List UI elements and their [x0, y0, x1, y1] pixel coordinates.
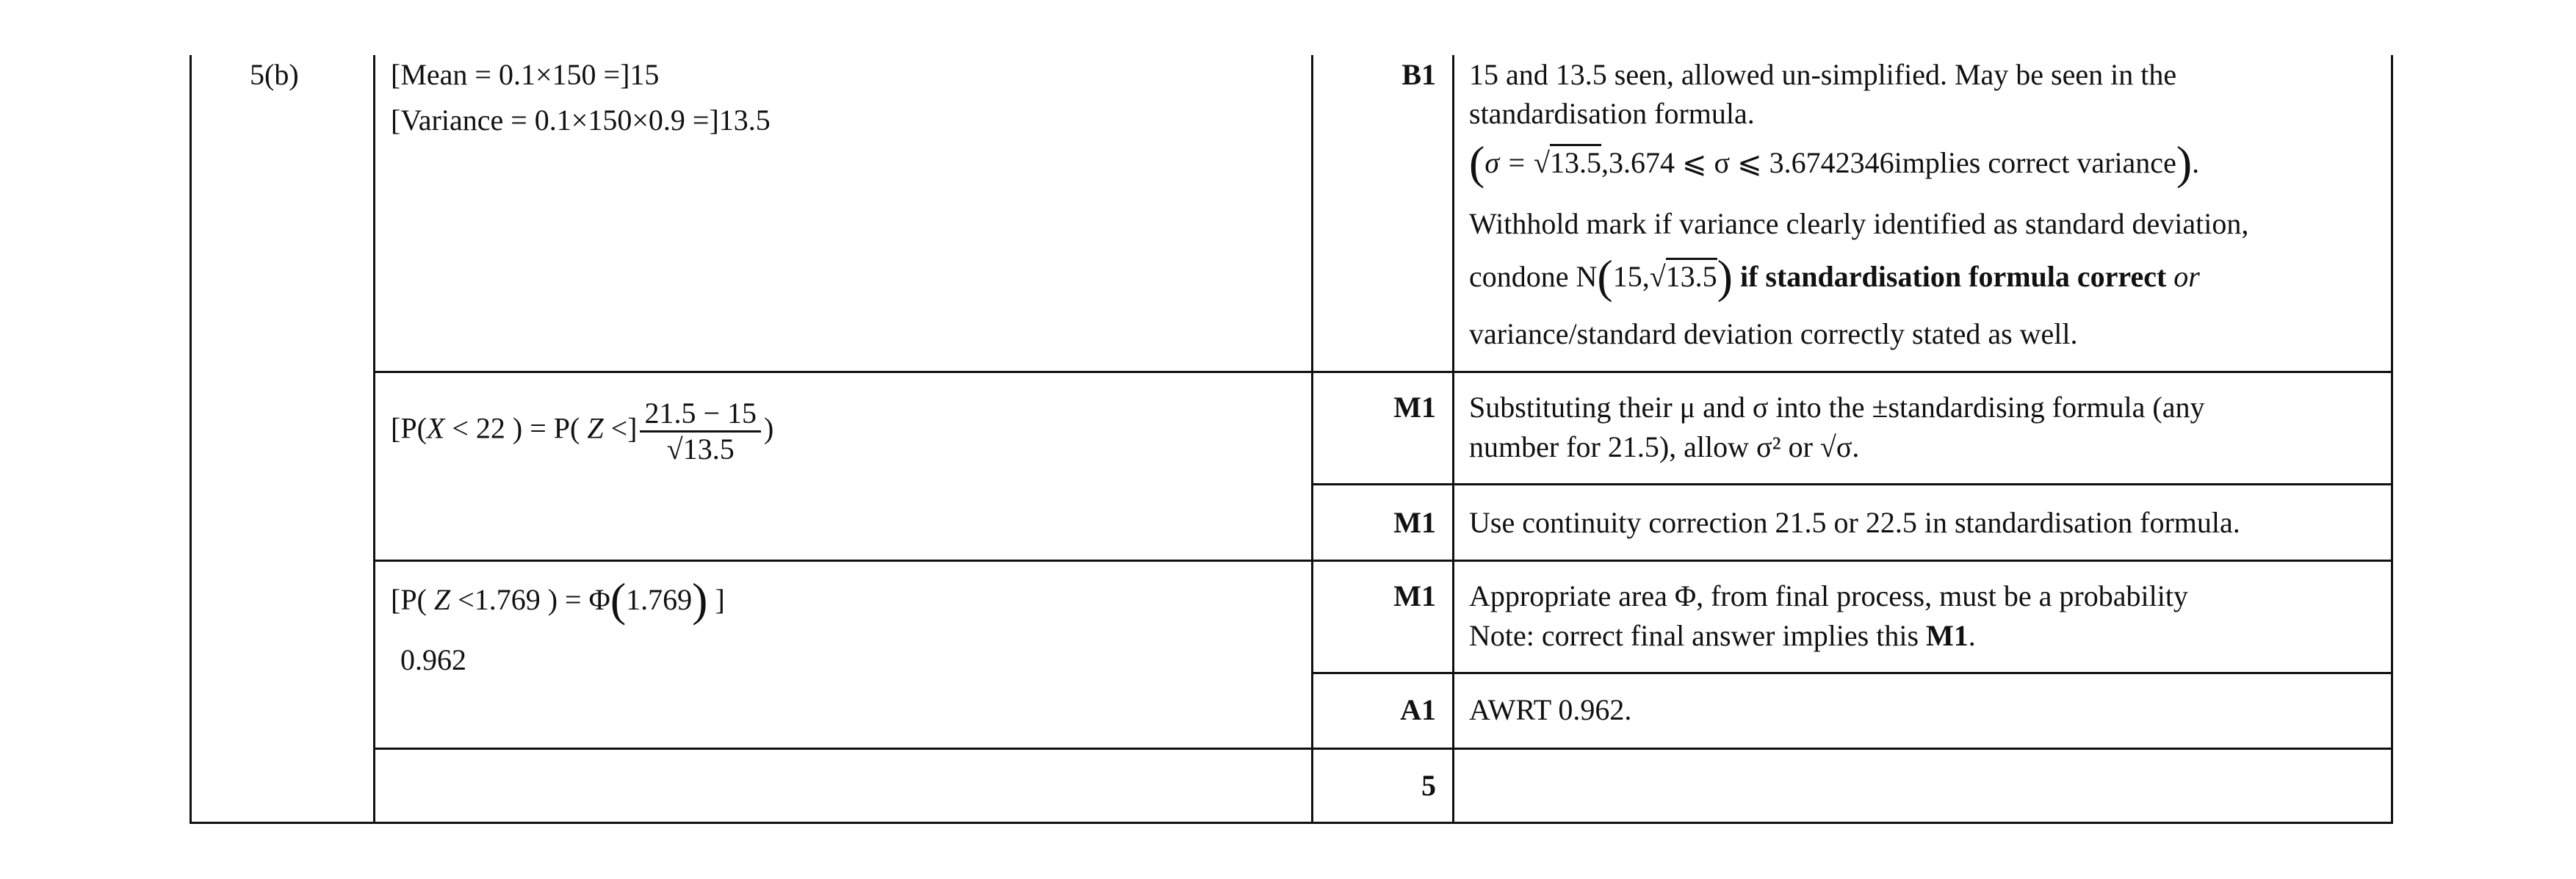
row-divider	[373, 748, 2393, 750]
mark-m1: M1	[1393, 506, 1436, 539]
guidance-text: number for 21.5), allow σ² or √σ.	[1469, 430, 1860, 463]
total-marks: 5	[1421, 769, 1436, 802]
row-divider	[373, 560, 2393, 562]
working-mean: [Mean = 0.1×150 =]15	[391, 58, 660, 91]
guidance-condone-expression: condone N(15,√13.5) if standardisation formula correct or	[1469, 250, 2200, 303]
column-divider-working	[1311, 55, 1313, 824]
column-divider-question	[373, 55, 375, 824]
mark-a1: A1	[1400, 693, 1436, 726]
row-divider	[373, 371, 2393, 373]
working-probability: [P( Z <1.769 ) = Φ(1.769) ]	[391, 574, 725, 626]
guidance-text: Note: correct final answer implies this M1.	[1469, 619, 1976, 652]
mark-m1: M1	[1393, 579, 1436, 612]
guidance-sigma-expression: (σ = √13.5,3.674 ⩽ σ ⩽ 3.6742346implies correct variance).	[1469, 137, 2200, 189]
guidance-text: Substituting their μ and σ into the ±standardising formula (any	[1469, 391, 2205, 424]
working-standardisation: [P(X < 22 ) = P( Z <] $\frac{21.5 - 15}{√13.5}$ )	[391, 397, 774, 466]
guidance-text: Use continuity correction 21.5 or 22.5 in standardisation formula.	[1469, 506, 2240, 539]
table-border-bottom	[190, 822, 2393, 824]
guidance-text: standardisation formula.	[1469, 97, 1755, 130]
guidance-text: AWRT 0.962.	[1469, 693, 1632, 726]
mark-b1: B1	[1401, 58, 1436, 91]
guidance-text: Appropriate area Φ, from final process, must be a probability	[1469, 579, 2188, 612]
table-border-left	[190, 55, 192, 824]
question-number: 5(b)	[250, 58, 299, 91]
guidance-text: Withhold mark if variance clearly identified as standard deviation,	[1469, 207, 2249, 240]
mark-m1: M1	[1393, 391, 1436, 424]
column-divider-mark	[1452, 55, 1454, 824]
table-border-right	[2391, 55, 2393, 824]
row-divider	[1311, 483, 2393, 485]
final-answer: 0.962	[400, 643, 466, 676]
working-variance: [Variance = 0.1×150×0.9 =]13.5	[391, 104, 771, 137]
row-divider	[1311, 672, 2393, 674]
guidance-text: variance/standard deviation correctly stated as well.	[1469, 317, 2078, 350]
guidance-text: 15 and 13.5 seen, allowed un-simplified. May be seen in the	[1469, 58, 2177, 91]
